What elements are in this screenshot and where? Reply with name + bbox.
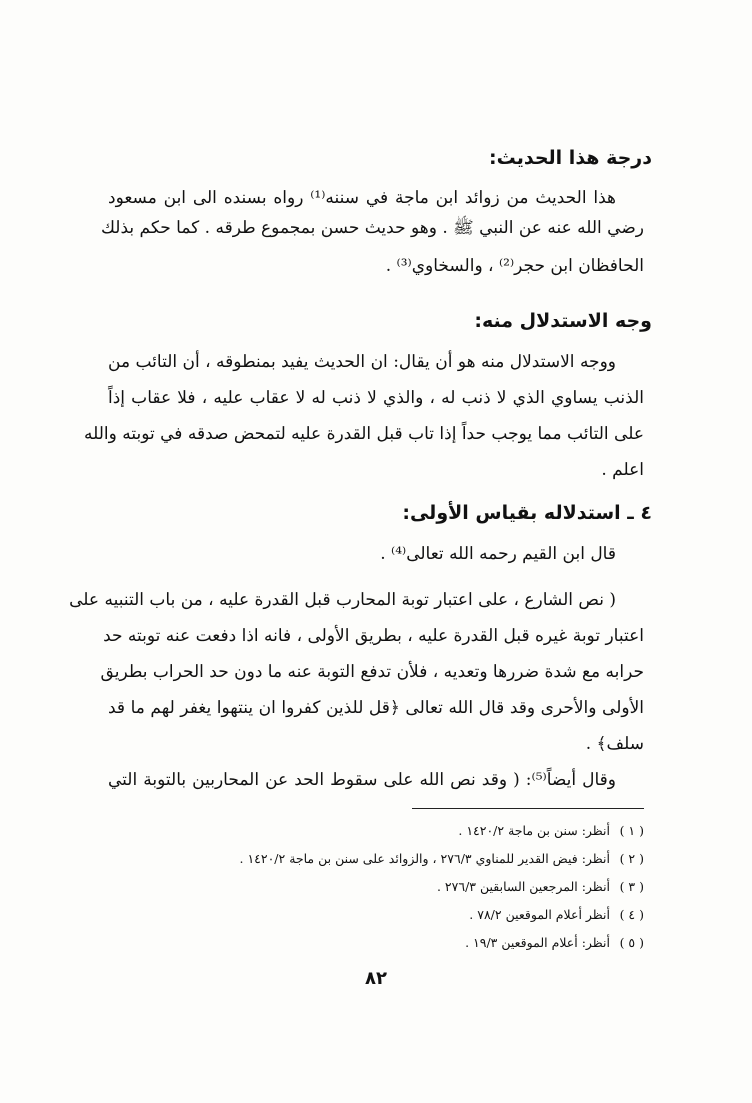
footnote-text: أنظر أعلام الموقعين ٧٨/٢ . <box>469 907 611 922</box>
footnote <box>469 907 644 922</box>
footnote <box>239 851 644 866</box>
footnote-number: ( ٢ ) <box>619 851 644 866</box>
page-number: ٨٢ <box>365 968 387 989</box>
paragraph-line: اعلم . <box>601 460 644 480</box>
footnote-number: ( ٥ ) <box>619 935 644 950</box>
paragraph-line: حرابه مع شدة ضررها وتعديه ، فلأن تدفع التوبة عنه ما دون حد الحراب بطريق <box>100 662 644 682</box>
paragraph-line: الحافظان ابن حجر⁽²⁾ ، والسخاوي⁽³⁾ . <box>385 256 644 276</box>
footnote-text: أنظر: سنن بن ماجة ١٤٢٠/٢ . <box>458 823 611 838</box>
footnote-text: أنظر: المرجعين السابقين ٢٧٦/٣ . <box>436 879 611 894</box>
paragraph-line: ( نص الشارع ، على اعتبار توبة المحارب قبل القدرة عليه ، من باب التنبيه على <box>69 590 616 610</box>
paragraph-line: الذنب يساوي الذي لا ذنب له ، والذي لا ذنب له لا عقاب عليه ، فلا عقاب إذاً <box>108 388 644 408</box>
paragraph-line: ووجه الاستدلال منه هو أن يقال: ان الحديث يفيد بمنطوقه ، أن التائب من <box>108 352 616 372</box>
paragraph-line: الأولى والأحرى وقد قال الله تعالى ﴿قل للذين كفروا ان ينتهوا يغفر لهم ما قد <box>108 698 644 718</box>
footnote <box>437 879 644 894</box>
section-heading-hadith-grade: درجة هذا الحديث: <box>489 147 652 169</box>
footnote <box>458 823 644 838</box>
paragraph-line: قال ابن القيم رحمه الله تعالى⁽⁴⁾ . <box>380 544 616 564</box>
section-heading-analogy: ٤ ـ استدلاله بقياس الأولى: <box>402 502 652 524</box>
paragraph-line: هذا الحديث من زوائد ابن ماجة في سننه⁽¹⁾ رواه بسنده الى ابن مسعود <box>108 188 616 208</box>
paragraph-line: اعتبار توبة غيره قبل القدرة عليه ، بطريق الأولى ، فانه اذا دفعت عنه توبته حد <box>103 626 644 646</box>
paragraph-line: وقال أيضاً⁽⁵⁾: ( وقد نص الله على سقوط الحد عن المحاربين بالتوبة التي <box>108 770 617 790</box>
footnote-text: أنظر: فيض القدير للمناوي ٢٧٦/٣ ، والزوائد على سنن بن ماجة ١٤٢٠/٢ . <box>239 851 611 866</box>
footnote-divider <box>412 808 644 809</box>
footnote-number: ( ٤ ) <box>619 907 644 922</box>
footnote <box>465 935 644 950</box>
section-heading-inference: وجه الاستدلال منه: <box>474 310 652 332</box>
paragraph-line: سلف﴾ . <box>585 734 644 754</box>
footnote-number: ( ٣ ) <box>619 879 644 894</box>
footnote-number: ( ١ ) <box>619 823 644 838</box>
paragraph-line: رضي الله عنه عن النبي ﷺ . وهو حديث حسن بمجموع طرقه . كما حكم بذلك <box>100 218 644 238</box>
paragraph-line: على التائب مما يوجب حداً إذا تاب قبل القدرة عليه لتمحض صدقه في توبته والله <box>83 424 644 444</box>
footnote-text: أنظر: أعلام الموقعين ١٩/٣ . <box>465 935 611 950</box>
